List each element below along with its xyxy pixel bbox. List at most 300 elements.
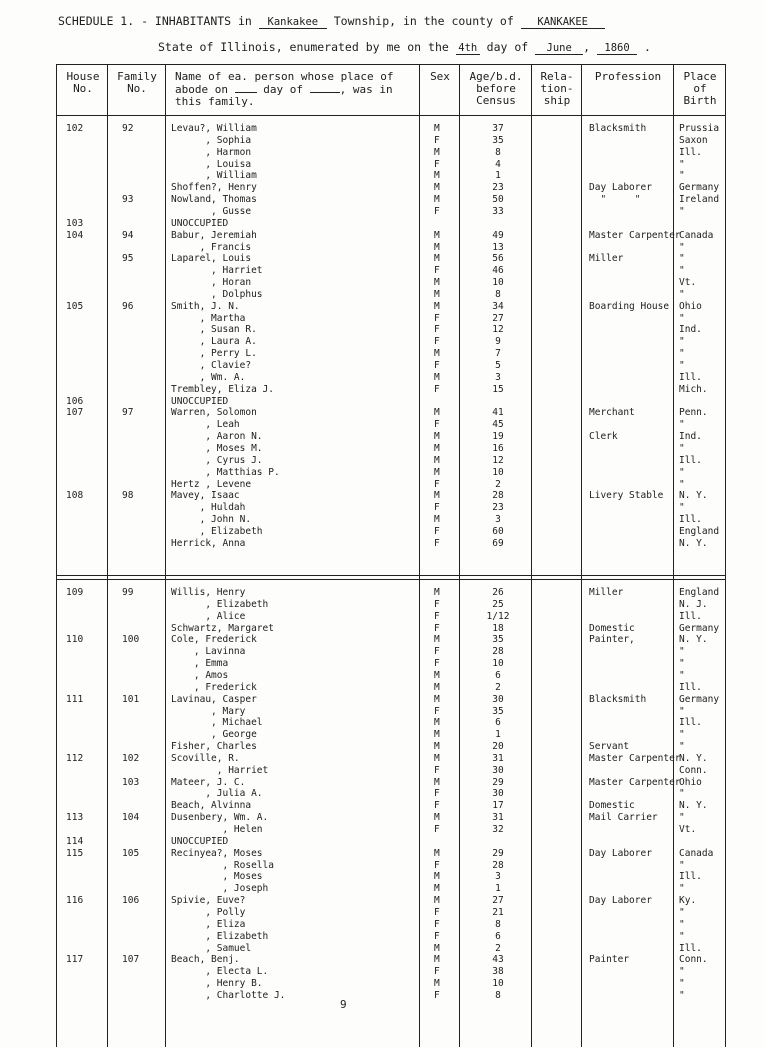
cell-age: 69 bbox=[492, 537, 504, 549]
cell-sex: F bbox=[434, 134, 440, 146]
cell-age: 30 bbox=[492, 764, 504, 776]
cell-sex: F bbox=[434, 336, 440, 348]
cell-name: Shoffen?, Henry bbox=[171, 182, 257, 194]
cell-birth: N. Y. bbox=[679, 634, 708, 646]
cell-name: Warren, Solomon bbox=[171, 407, 257, 419]
cell-sex: M bbox=[434, 277, 440, 289]
cell-birth: Ill. bbox=[679, 454, 702, 466]
cell-profession: Painter bbox=[589, 954, 630, 966]
cell-family: 98 bbox=[122, 490, 134, 502]
cell-name: UNOCCUPIED bbox=[171, 395, 229, 407]
cell-age: 6 bbox=[495, 717, 501, 729]
cell-age: 7 bbox=[495, 348, 501, 360]
period: . bbox=[643, 40, 651, 54]
cell-sex: M bbox=[434, 883, 440, 895]
cell-birth: " bbox=[679, 658, 685, 670]
schedule-header bbox=[58, 14, 605, 29]
page-number: 9 bbox=[340, 998, 347, 1011]
cell-sex: F bbox=[434, 646, 440, 658]
cell-sex: M bbox=[434, 454, 440, 466]
day-of-label: day of bbox=[486, 40, 529, 54]
cell-age: 18 bbox=[492, 622, 504, 634]
cell-birth: " bbox=[679, 502, 685, 514]
cell-house: 107 bbox=[66, 407, 84, 419]
cell-sex: M bbox=[434, 741, 440, 753]
cell-birth: " bbox=[679, 312, 685, 324]
cell-family: 105 bbox=[122, 847, 140, 859]
cell-age: 12 bbox=[492, 454, 504, 466]
cell-name: Mavey, Isaac bbox=[171, 490, 240, 502]
cell-birth: " bbox=[679, 705, 685, 717]
cell-age: 25 bbox=[492, 598, 504, 610]
cell-birth: " bbox=[679, 466, 685, 478]
cell-name: Willis, Henry bbox=[171, 587, 246, 598]
age-header-line: Census bbox=[476, 94, 516, 107]
cell-age: 8 bbox=[495, 146, 501, 158]
cell-name: Levau?, William bbox=[171, 123, 257, 134]
cell-age: 27 bbox=[492, 895, 504, 907]
cell-birth: Ind. bbox=[679, 431, 702, 443]
cell-birth: Ill. bbox=[679, 610, 702, 622]
cell-house: 108 bbox=[66, 490, 84, 502]
cell-sex: M bbox=[434, 681, 440, 693]
cell-profession: Day Laborer bbox=[589, 895, 652, 907]
cell-sex: M bbox=[434, 123, 440, 134]
cell-age: 23 bbox=[492, 182, 504, 194]
cell-age: 35 bbox=[492, 634, 504, 646]
cell-age: 13 bbox=[492, 241, 504, 253]
cell-name: , Samuel bbox=[171, 942, 252, 954]
cell-age: 29 bbox=[492, 776, 504, 788]
cell-name: Fisher, Charles bbox=[171, 741, 257, 753]
cell-sex: M bbox=[434, 514, 440, 526]
cell-age: 56 bbox=[492, 253, 504, 265]
cell-birth: Ill. bbox=[679, 146, 702, 158]
cell-family: 96 bbox=[122, 300, 134, 312]
cell-sex: M bbox=[434, 371, 440, 383]
cell-profession: Painter, bbox=[589, 634, 635, 646]
section-divider bbox=[57, 575, 725, 576]
cell-age: 12 bbox=[492, 324, 504, 336]
cell-name: , Frederick bbox=[171, 681, 257, 693]
cell-sex: F bbox=[434, 537, 440, 549]
cell-birth: " bbox=[679, 906, 685, 918]
cell-sex: F bbox=[434, 824, 440, 835]
cell-birth: " bbox=[679, 978, 685, 990]
cell-age: 10 bbox=[492, 978, 504, 990]
cell-name: , Perry L. bbox=[171, 348, 257, 360]
cell-age: 1 bbox=[495, 883, 501, 895]
cell-house: 114 bbox=[66, 835, 84, 847]
cell-age: 10 bbox=[492, 277, 504, 289]
cell-sex: F bbox=[434, 906, 440, 918]
header-divider bbox=[57, 115, 725, 116]
cell-name: , Moses M. bbox=[171, 442, 263, 454]
cell-sex: M bbox=[434, 241, 440, 253]
cell-birth: " bbox=[679, 288, 685, 300]
cell-family: 99 bbox=[122, 587, 134, 598]
cell-name: , Laura A. bbox=[171, 336, 257, 348]
cell-name: , Wm. A. bbox=[171, 371, 246, 383]
cell-name: , Aaron N. bbox=[171, 431, 263, 443]
house-header-line: No. bbox=[73, 82, 93, 95]
cell-birth: N. J. bbox=[679, 598, 708, 610]
cell-age: 21 bbox=[492, 906, 504, 918]
relationship-header-line: tion- bbox=[540, 82, 574, 95]
cell-birth: " bbox=[679, 170, 685, 182]
cell-name: , Horan bbox=[171, 277, 252, 289]
cell-name: , Dolphus bbox=[171, 288, 263, 300]
cell-sex: F bbox=[434, 478, 440, 490]
cell-sex: M bbox=[434, 348, 440, 360]
cell-age: 43 bbox=[492, 954, 504, 966]
cell-birth: Germany bbox=[679, 693, 720, 705]
cell-birth: " bbox=[679, 669, 685, 681]
section-divider bbox=[57, 579, 725, 580]
cell-family: 94 bbox=[122, 229, 134, 241]
cell-name: , Louisa bbox=[171, 158, 252, 170]
cell-profession: Mail Carrier bbox=[589, 812, 658, 824]
family-no-header bbox=[111, 71, 163, 95]
cell-birth: N. Y. bbox=[679, 752, 708, 764]
cell-birth: Saxon bbox=[679, 134, 708, 146]
cell-birth: Ill. bbox=[679, 871, 702, 883]
cell-sex: M bbox=[434, 194, 440, 206]
cell-age: 8 bbox=[495, 989, 501, 1001]
cell-birth: " bbox=[679, 348, 685, 360]
cell-birth: Germany bbox=[679, 622, 720, 634]
month-field: June bbox=[535, 42, 583, 55]
cell-sex: F bbox=[434, 658, 440, 670]
cell-sex: M bbox=[434, 490, 440, 502]
cell-age: 1/12 bbox=[486, 610, 510, 622]
cell-sex: F bbox=[434, 610, 440, 622]
abode-label: abode on bbox=[175, 83, 228, 96]
cell-name: Cole, Frederick bbox=[171, 634, 257, 646]
cell-sex: M bbox=[434, 466, 440, 478]
cell-age: 26 bbox=[492, 587, 504, 598]
cell-sex: M bbox=[434, 812, 440, 824]
cell-sex: F bbox=[434, 622, 440, 634]
cell-name: Herrick, Anna bbox=[171, 537, 246, 549]
cell-name: , William bbox=[171, 170, 257, 182]
cell-age: 16 bbox=[492, 442, 504, 454]
cell-age: 30 bbox=[492, 788, 504, 800]
name-header-line: Name of ea. person whose place of bbox=[175, 70, 394, 83]
cell-birth: Ind. bbox=[679, 324, 702, 336]
cell-sex: F bbox=[434, 859, 440, 871]
cell-sex: M bbox=[434, 776, 440, 788]
cell-name: Hertz , Levene bbox=[171, 478, 252, 490]
cell-name: , Alice bbox=[171, 610, 246, 622]
cell-house: 113 bbox=[66, 812, 84, 824]
cell-sex: M bbox=[434, 871, 440, 883]
cell-family: 101 bbox=[122, 693, 140, 705]
cell-name: Scoville, R. bbox=[171, 752, 240, 764]
cell-name: , Cyrus J. bbox=[171, 454, 263, 466]
cell-birth: " bbox=[679, 729, 685, 741]
cell-birth: N. Y. bbox=[679, 800, 708, 812]
cell-profession: Miller bbox=[589, 587, 624, 598]
cell-birth: " bbox=[679, 442, 685, 454]
cell-family: 103 bbox=[122, 776, 140, 788]
birth-header-line: Place bbox=[683, 70, 717, 83]
cell-sex: F bbox=[434, 598, 440, 610]
cell-sex: M bbox=[434, 847, 440, 859]
cell-birth: " bbox=[679, 419, 685, 431]
cell-family: 95 bbox=[122, 253, 134, 265]
cell-sex: F bbox=[434, 360, 440, 371]
cell-birth: " bbox=[679, 241, 685, 253]
cell-name: Smith, J. N. bbox=[171, 300, 240, 312]
column-divider bbox=[107, 65, 108, 1047]
cell-age: 33 bbox=[492, 205, 504, 217]
cell-family: 104 bbox=[122, 812, 140, 824]
cell-age: 3 bbox=[495, 871, 501, 883]
cell-name: , Harriet bbox=[171, 265, 263, 277]
cell-name: Babur, Jeremiah bbox=[171, 229, 257, 241]
cell-house: 115 bbox=[66, 847, 84, 859]
cell-profession: Clerk bbox=[589, 431, 618, 443]
cell-birth: Ill. bbox=[679, 942, 702, 954]
day-field: 4th bbox=[456, 42, 480, 55]
cell-name: , Henry B. bbox=[171, 978, 263, 990]
cell-birth: Canada bbox=[679, 229, 714, 241]
cell-name: , Francis bbox=[171, 241, 252, 253]
age-header bbox=[461, 71, 531, 107]
cell-age: 4 bbox=[495, 158, 501, 170]
cell-age: 2 bbox=[495, 942, 501, 954]
cell-age: 3 bbox=[495, 371, 501, 383]
cell-sex: M bbox=[434, 146, 440, 158]
cell-sex: F bbox=[434, 525, 440, 537]
cell-birth: Vt. bbox=[679, 277, 697, 289]
cell-age: 30 bbox=[492, 693, 504, 705]
cell-name: , Polly bbox=[171, 906, 246, 918]
cell-name: Lavinau, Casper bbox=[171, 693, 257, 705]
cell-name: , Clavie? bbox=[171, 360, 252, 371]
relationship-header-line: Rela- bbox=[540, 70, 574, 83]
cell-birth: " bbox=[679, 966, 685, 978]
cell-birth: Ohio bbox=[679, 300, 702, 312]
cell-name: Dusenbery, Wm. A. bbox=[171, 812, 269, 824]
cell-profession: Blacksmith bbox=[589, 693, 647, 705]
cell-profession: Boarding House bbox=[589, 300, 670, 312]
cell-house: 102 bbox=[66, 123, 84, 134]
cell-name: , Mary bbox=[171, 705, 246, 717]
column-divider bbox=[531, 65, 532, 1047]
cell-sex: M bbox=[434, 729, 440, 741]
cell-birth: Conn. bbox=[679, 954, 708, 966]
cell-birth: " bbox=[679, 265, 685, 277]
blank-month bbox=[310, 83, 340, 93]
cell-birth: Ohio bbox=[679, 776, 702, 788]
cell-birth: " bbox=[679, 741, 685, 753]
cell-age: 1 bbox=[495, 729, 501, 741]
cell-birth: Germany bbox=[679, 182, 720, 194]
cell-age: 35 bbox=[492, 134, 504, 146]
cell-house: 109 bbox=[66, 587, 84, 598]
family-header-line: Family bbox=[117, 70, 157, 83]
census-table bbox=[56, 64, 726, 1047]
cell-profession: Livery Stable bbox=[589, 490, 664, 502]
cell-birth: " bbox=[679, 812, 685, 824]
township-label: Township, in the county of bbox=[333, 14, 514, 28]
cell-sex: F bbox=[434, 205, 440, 217]
cell-name: , Eliza bbox=[171, 918, 246, 930]
day-of-label: day of bbox=[263, 83, 303, 96]
cell-birth: " bbox=[679, 883, 685, 895]
cell-age: 50 bbox=[492, 194, 504, 206]
cell-name: , Elizabeth bbox=[171, 598, 269, 610]
cell-age: 38 bbox=[492, 966, 504, 978]
cell-name: , Sophia bbox=[171, 134, 252, 146]
cell-sex: M bbox=[434, 442, 440, 454]
cell-sex: F bbox=[434, 324, 440, 336]
cell-name: Recinyea?, Moses bbox=[171, 847, 263, 859]
cell-birth: " bbox=[679, 788, 685, 800]
cell-house: 111 bbox=[66, 693, 84, 705]
house-no-header bbox=[61, 71, 105, 95]
cell-birth: England bbox=[679, 587, 720, 598]
cell-sex: M bbox=[434, 954, 440, 966]
cell-age: 1 bbox=[495, 170, 501, 182]
cell-name: , Martha bbox=[171, 312, 246, 324]
cell-birth: Canada bbox=[679, 847, 714, 859]
cell-birth: " bbox=[679, 478, 685, 490]
cell-sex: F bbox=[434, 764, 440, 776]
cell-sex: F bbox=[434, 265, 440, 277]
cell-name: , Leah bbox=[171, 419, 240, 431]
cell-birth: Mich. bbox=[679, 383, 708, 395]
birth-header-line: Birth bbox=[683, 94, 717, 107]
cell-name: , Gusse bbox=[171, 205, 252, 217]
cell-birth: N. Y. bbox=[679, 537, 708, 549]
cell-age: 19 bbox=[492, 431, 504, 443]
cell-age: 3 bbox=[495, 514, 501, 526]
column-divider bbox=[459, 65, 460, 1047]
name-header bbox=[175, 71, 419, 108]
cell-birth: Ill. bbox=[679, 371, 702, 383]
cell-name: , George bbox=[171, 729, 257, 741]
profession-header: Profession bbox=[594, 70, 662, 83]
birth-header-line: of bbox=[693, 82, 707, 95]
cell-age: 37 bbox=[492, 123, 504, 134]
cell-sex: F bbox=[434, 312, 440, 324]
cell-profession: Domestic bbox=[589, 622, 635, 634]
cell-sex: M bbox=[434, 170, 440, 182]
cell-name: , Susan R. bbox=[171, 324, 257, 336]
cell-name: , John N. bbox=[171, 514, 252, 526]
cell-age: 23 bbox=[492, 502, 504, 514]
cell-profession: Day Laborer bbox=[589, 847, 652, 859]
cell-age: 10 bbox=[492, 658, 504, 670]
cell-name: Beach, Alvinna bbox=[171, 800, 252, 812]
cell-profession: Day Laborer bbox=[589, 182, 652, 194]
cell-house: 104 bbox=[66, 229, 84, 241]
cell-age: 17 bbox=[492, 800, 504, 812]
cell-age: 28 bbox=[492, 490, 504, 502]
cell-sex: F bbox=[434, 502, 440, 514]
cell-house: 106 bbox=[66, 395, 84, 407]
comma: , bbox=[583, 40, 591, 54]
cell-profession: Domestic bbox=[589, 800, 635, 812]
relationship-header-line: ship bbox=[543, 94, 571, 107]
cell-sex: M bbox=[434, 693, 440, 705]
cell-birth: " bbox=[679, 989, 685, 1001]
cell-name: , Huldah bbox=[171, 502, 246, 514]
cell-sex: M bbox=[434, 229, 440, 241]
cell-name: Spivie, Euve? bbox=[171, 895, 246, 907]
cell-age: 31 bbox=[492, 752, 504, 764]
cell-name: , Rosella bbox=[171, 859, 274, 871]
cell-family: 107 bbox=[122, 954, 140, 966]
cell-birth: Ill. bbox=[679, 681, 702, 693]
schedule-label: SCHEDULE 1. - INHABITANTS in bbox=[58, 14, 252, 28]
cell-age: 41 bbox=[492, 407, 504, 419]
cell-name: , Helen bbox=[171, 824, 263, 835]
cell-age: 28 bbox=[492, 859, 504, 871]
cell-birth: " bbox=[679, 918, 685, 930]
cell-birth: N. Y. bbox=[679, 490, 708, 502]
cell-sex: M bbox=[434, 717, 440, 729]
cell-family: 97 bbox=[122, 407, 134, 419]
cell-birth: Ky. bbox=[679, 895, 697, 907]
column-divider bbox=[673, 65, 674, 1047]
cell-family: 93 bbox=[122, 194, 134, 206]
cell-name: , Emma bbox=[171, 658, 229, 670]
age-header-line: before bbox=[476, 82, 516, 95]
cell-name: , Harriet bbox=[171, 764, 269, 776]
cell-name: , Matthias P. bbox=[171, 466, 280, 478]
cell-name: Mateer, J. C. bbox=[171, 776, 246, 788]
cell-sex: M bbox=[434, 431, 440, 443]
cell-sex: M bbox=[434, 669, 440, 681]
cell-age: 60 bbox=[492, 525, 504, 537]
cell-age: 6 bbox=[495, 669, 501, 681]
cell-birth: " bbox=[679, 859, 685, 871]
cell-age: 46 bbox=[492, 265, 504, 277]
cell-name: Trembley, Eliza J. bbox=[171, 383, 274, 395]
cell-name: , Amos bbox=[171, 669, 229, 681]
cell-age: 2 bbox=[495, 478, 501, 490]
cell-sex: F bbox=[434, 989, 440, 1001]
cell-birth: " bbox=[679, 336, 685, 348]
relationship-header bbox=[533, 71, 581, 107]
cell-age: 6 bbox=[495, 930, 501, 942]
cell-name: Laparel, Louis bbox=[171, 253, 252, 265]
cell-name: , Charlotte J. bbox=[171, 989, 286, 1001]
cell-sex: M bbox=[434, 253, 440, 265]
cell-age: 35 bbox=[492, 705, 504, 717]
cell-sex: F bbox=[434, 966, 440, 978]
cell-age: 8 bbox=[495, 918, 501, 930]
cell-family: 102 bbox=[122, 752, 140, 764]
cell-family: 106 bbox=[122, 895, 140, 907]
house-header-line: House bbox=[66, 70, 100, 83]
cell-profession: Master Carpenter bbox=[589, 776, 681, 788]
cell-profession: Servant bbox=[589, 741, 630, 753]
cell-sex: F bbox=[434, 419, 440, 431]
cell-name: , Michael bbox=[171, 717, 263, 729]
cell-age: 9 bbox=[495, 336, 501, 348]
cell-sex: F bbox=[434, 918, 440, 930]
cell-name: , Moses bbox=[171, 871, 263, 883]
cell-house: 117 bbox=[66, 954, 84, 966]
cell-profession: Blacksmith bbox=[589, 123, 647, 134]
cell-sex: M bbox=[434, 288, 440, 300]
cell-sex: F bbox=[434, 705, 440, 717]
